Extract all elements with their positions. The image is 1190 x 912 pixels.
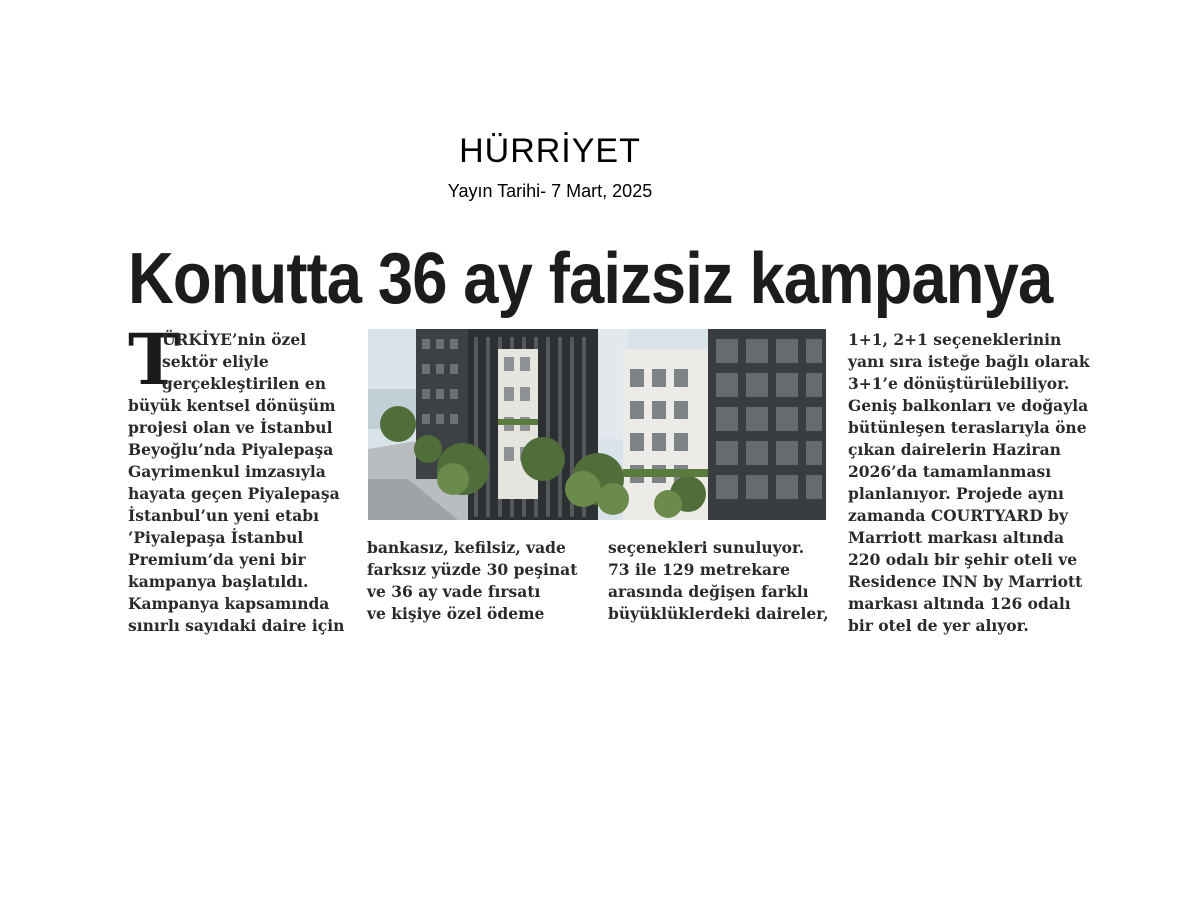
text-line: büyüklüklerdeki daireler, [608,604,829,623]
text-line: seçenekleri sunuluyor. [608,538,805,557]
text-line: Kampanya kapsamında [128,594,330,613]
text-line: ‘Piyalepaşa İstanbul [128,528,304,547]
text-line: ve kişiye özel ödeme [367,604,545,623]
text-line: ve 36 ay vade fırsatı [367,582,541,601]
text-line: Beyoğlu’nda Piyalepaşa [128,440,334,459]
text-line: gerçekleştirilen en [162,374,327,393]
text-line: ÜRKİYE’nin özel [162,330,307,349]
text-line: 220 odalı bir şehir oteli ve [848,550,1078,569]
text-line: İstanbul’un yeni etabı [128,506,319,525]
article-headline: Konutta 36 ay faizsiz kampanya [128,239,1053,319]
text-line: farksız yüzde 30 peşinat [367,560,578,579]
text-line: Premium’da yeni bir [128,550,306,569]
text-line: arasında değişen farklı [608,582,809,601]
text-line: çıkan dairelerin Haziran [848,440,1061,459]
text-line: planlanıyor. Projede aynı [848,484,1064,503]
text-line: bütünleşen teraslarıyla öne [848,418,1087,437]
text-line: markası altında 126 odalı [848,594,1071,613]
text-line: projesi olan ve İstanbul [128,418,333,437]
publication-name: HÜRRİYET [459,132,641,170]
text-line: 73 ile 129 metrekare [608,560,791,579]
article-column-1 [128,318,345,637]
text-line: 2026’da tamamlanması [848,462,1052,481]
text-line: zamanda COURTYARD by [848,506,1068,525]
article-column-4 [848,329,1090,637]
text-line: bir otel de yer alıyor. [848,616,1029,635]
building-photo [368,329,826,520]
text-line: 3+1’e dönüştürülebiliyor. [848,374,1070,393]
text-line: Marriott markası altında [848,528,1065,547]
text-line: sınırlı sayıdaki daire için [128,616,345,635]
text-line: Residence INN by Marriott [848,572,1083,591]
article-column-3 [608,537,828,625]
article-column-2 [367,537,587,625]
text-line: bankasız, kefilsiz, vade [367,538,566,557]
text-line: Geniş balkonları ve doğayla [848,396,1089,415]
text-line: Gayrimenkul imzasıyla [128,462,326,481]
text-line: büyük kentsel dönüşüm [128,396,336,415]
publication-date: Yayın Tarihi- 7 Mart, 2025 [447,181,653,201]
text-line: 1+1, 2+1 seçeneklerinin [848,330,1062,349]
text-line: yanı sıra isteğe bağlı olarak [848,352,1090,371]
text-line: sektör eliyle [162,352,269,371]
text-line: kampanya başlatıldı. [128,572,309,591]
dropcap-letter: T [128,318,181,401]
text-line: hayata geçen Piyalepaşa [128,484,340,503]
